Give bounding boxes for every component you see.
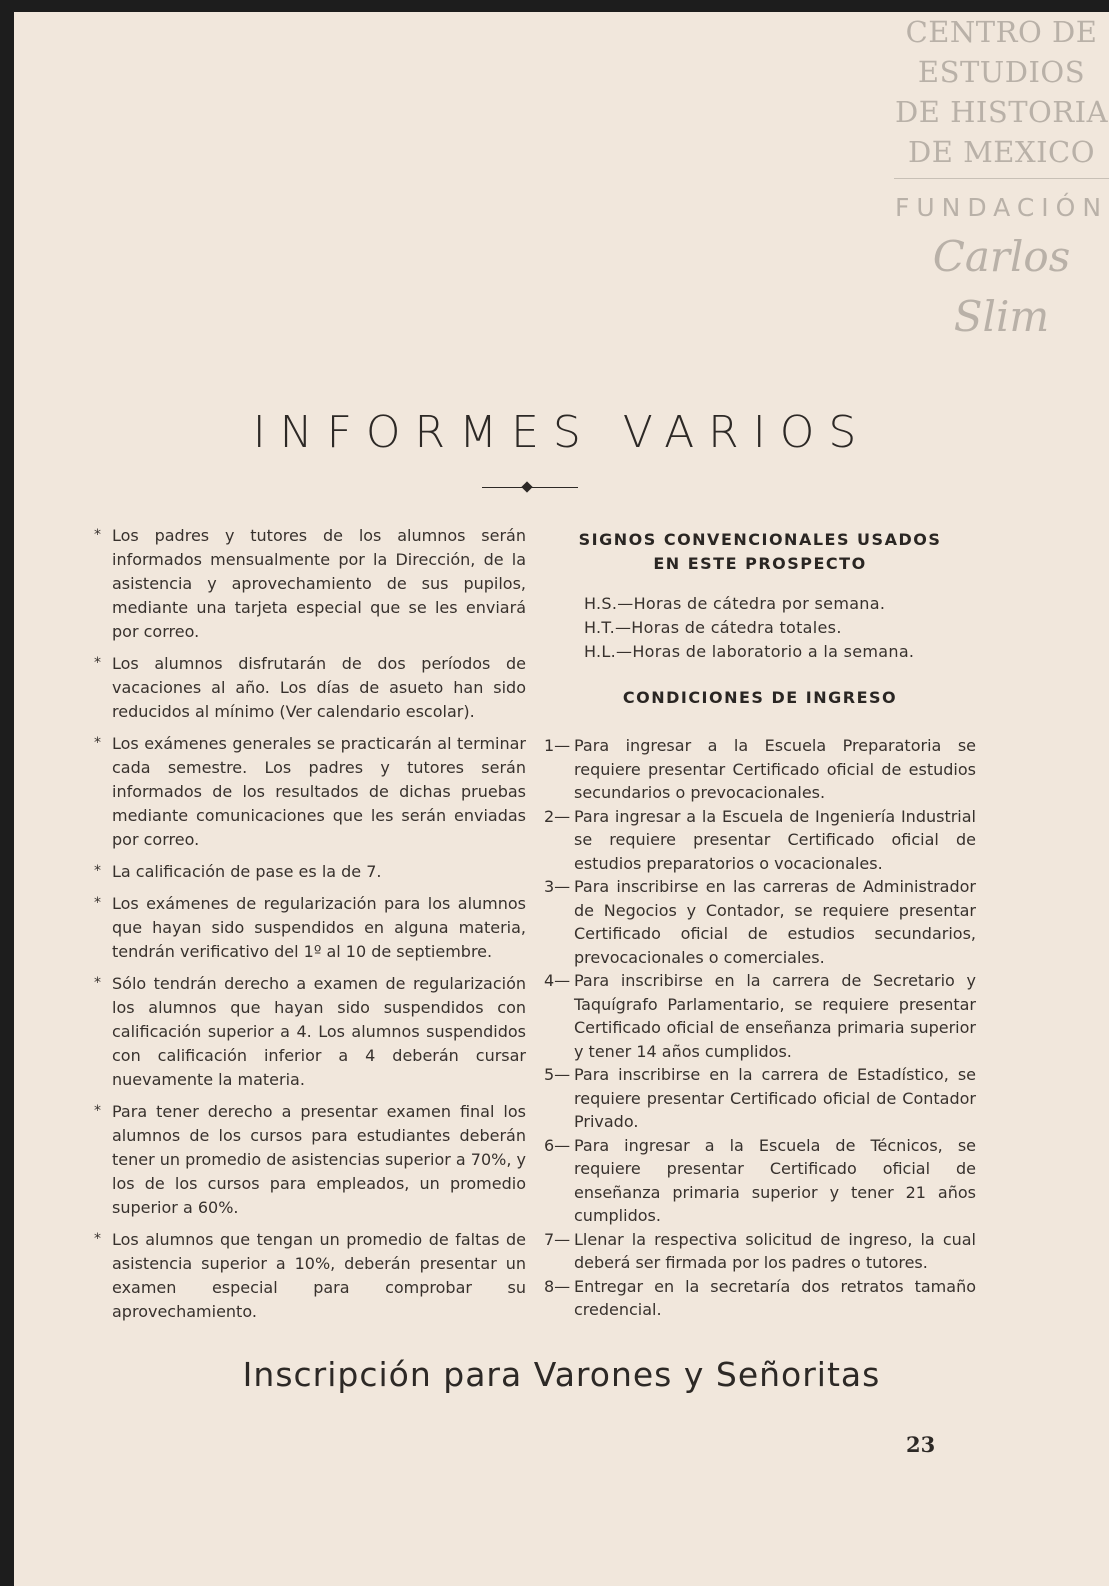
right-column xyxy=(544,528,976,1322)
star-icon: * xyxy=(94,863,101,879)
list-item xyxy=(94,860,526,884)
condiciones-heading: CONDICIONES DE INGRESO xyxy=(622,688,898,707)
watermark-line: CENTRO DE xyxy=(905,15,1098,49)
signos-heading xyxy=(544,528,976,576)
item-number: 7— xyxy=(544,1229,571,1249)
signos-item: H.T.—Horas de cátedra totales. xyxy=(584,618,842,637)
item-text: Para ingresar a la Escuela de Técnicos, se requiere presentar Certificado oficial de enseñanza primaria superior y tener 21 años cumplidos. xyxy=(574,1135,976,1225)
item-number: 2— xyxy=(544,806,571,826)
item-number: 6— xyxy=(544,1135,571,1155)
list-item xyxy=(544,1063,976,1134)
item-text: Entregar en la secretaría dos retratos tamaño credencial. xyxy=(574,1276,976,1319)
list-item xyxy=(94,972,526,1092)
item-text: Llenar la respectiva solicitud de ingreso, la cual deberá ser firmada por los padres o tutores. xyxy=(574,1229,976,1272)
list-item xyxy=(94,1100,526,1220)
info-bullet-list xyxy=(94,524,526,1332)
list-item xyxy=(544,1275,976,1322)
list-item xyxy=(544,734,976,805)
title-ornament xyxy=(482,487,578,488)
bullet-text: Los alumnos que tengan un promedio de faltas de asistencia superior a 10%, deberán presentar un examen especial para comprobar su aprovechamiento. xyxy=(112,1230,526,1321)
item-text: Para inscribirse en la carrera de Secretario y Taquígrafo Parlamentario, se requiere presentar Certificado oficial de enseñanza primaria superior y tener 14 años cumplidos. xyxy=(574,971,976,1061)
item-text: Para inscribirse en las carreras de Administrador de Negocios y Contador, se requiere presentar Certificado oficial de estudios secundarios, prevocacionales o comerciales. xyxy=(574,877,976,967)
watermark-line: DE HISTORIA xyxy=(894,95,1109,129)
list-item xyxy=(544,875,976,969)
list-item xyxy=(94,892,526,964)
list-item xyxy=(94,1228,526,1324)
bullet-text: Los exámenes generales se practicarán al terminar cada semestre. Los padres y tutores serán informados de los resultados de dichas pruebas mediante comunicaciones que les serán enviadas por correo. xyxy=(112,734,526,849)
item-number: 5— xyxy=(544,1065,571,1084)
watermark xyxy=(894,12,1109,347)
signos-item: H.L.—Horas de laboratorio a la semana. xyxy=(584,642,915,661)
list-item xyxy=(544,1134,976,1228)
list-item xyxy=(94,524,526,644)
list-item xyxy=(544,1228,976,1275)
watermark-line: DE MEXICO xyxy=(907,135,1096,169)
item-text: Para ingresar a la Escuela Preparatoria se requiere presentar Certificado oficial de estudios secundarios o prevocacionales. xyxy=(574,736,976,802)
bullet-text: Para tener derecho a presentar examen final los alumnos de los cursos para estudiantes deberán tener un promedio de asistencias superior a 70%, y los de los cursos para empleados, un promedio superior a 60%. xyxy=(112,1102,526,1217)
signos-item: H.S.—Horas de cátedra por semana. xyxy=(584,594,886,613)
star-icon: * xyxy=(94,895,101,911)
bullet-text: Los alumnos disfrutarán de dos períodos de vacaciones al año. Los días de asueto han sido reducidos al mínimo (Ver calendario escolar). xyxy=(112,654,526,721)
star-icon: * xyxy=(94,1231,101,1247)
bullet-text: Sólo tendrán derecho a examen de regularización los alumnos que hayan sido suspendidos con calificación superior a 4. Los alumnos suspendidos con calificación inferior a 4 deberán cursar nuevamente la materia. xyxy=(112,974,526,1089)
list-item xyxy=(94,732,526,852)
signos-heading-line: EN ESTE PROSPECTO xyxy=(653,554,867,573)
star-icon: * xyxy=(94,1103,101,1119)
star-icon: * xyxy=(94,527,101,543)
item-text: Para ingresar a la Escuela de Ingeniería Industrial se requiere presentar Certificado oficial de estudios preparatorios o vocacionales. xyxy=(574,806,976,873)
watermark-line: ESTUDIOS xyxy=(917,55,1086,89)
document-page xyxy=(14,12,1109,1586)
condiciones-list xyxy=(544,734,976,1322)
footer-heading: Inscripción para Varones y Señoritas xyxy=(242,1355,881,1394)
page-number: 23 xyxy=(906,1432,936,1457)
list-item xyxy=(544,969,976,1063)
bullet-text: La calificación de pase es la de 7. xyxy=(112,862,382,881)
watermark-rule xyxy=(894,178,1109,179)
bullet-text: Los padres y tutores de los alumnos serán informados mensualmente por la Dirección, de la asistencia y aprovechamiento de sus pupilos, mediante una tarjeta especial que se les enviará por correo. xyxy=(112,526,526,641)
item-number: 3— xyxy=(544,877,571,896)
page-title: INFORMES VARIOS xyxy=(252,407,871,458)
item-number: 1— xyxy=(544,736,571,755)
item-number: 8— xyxy=(544,1276,571,1296)
bullet-text: Los exámenes de regularización para los alumnos que hayan sido suspendidos en alguna materia, tendrán verificativo del 1º al 10 de septiembre. xyxy=(112,894,526,961)
star-icon: * xyxy=(94,735,101,751)
signos-heading-line: SIGNOS CONVENCIONALES USADOS xyxy=(578,530,942,549)
star-icon: * xyxy=(94,655,101,671)
item-text: Para inscribirse en la carrera de Estadístico, se requiere presentar Certificado oficial de Contador Privado. xyxy=(574,1065,976,1131)
signos-list xyxy=(584,592,976,664)
item-number: 4— xyxy=(544,971,571,990)
watermark-foundation: FUNDACIÓN xyxy=(894,193,1109,222)
list-item xyxy=(94,652,526,724)
list-item xyxy=(544,805,976,876)
watermark-signature: Carlos Slim xyxy=(932,232,1071,341)
star-icon: * xyxy=(94,975,101,991)
